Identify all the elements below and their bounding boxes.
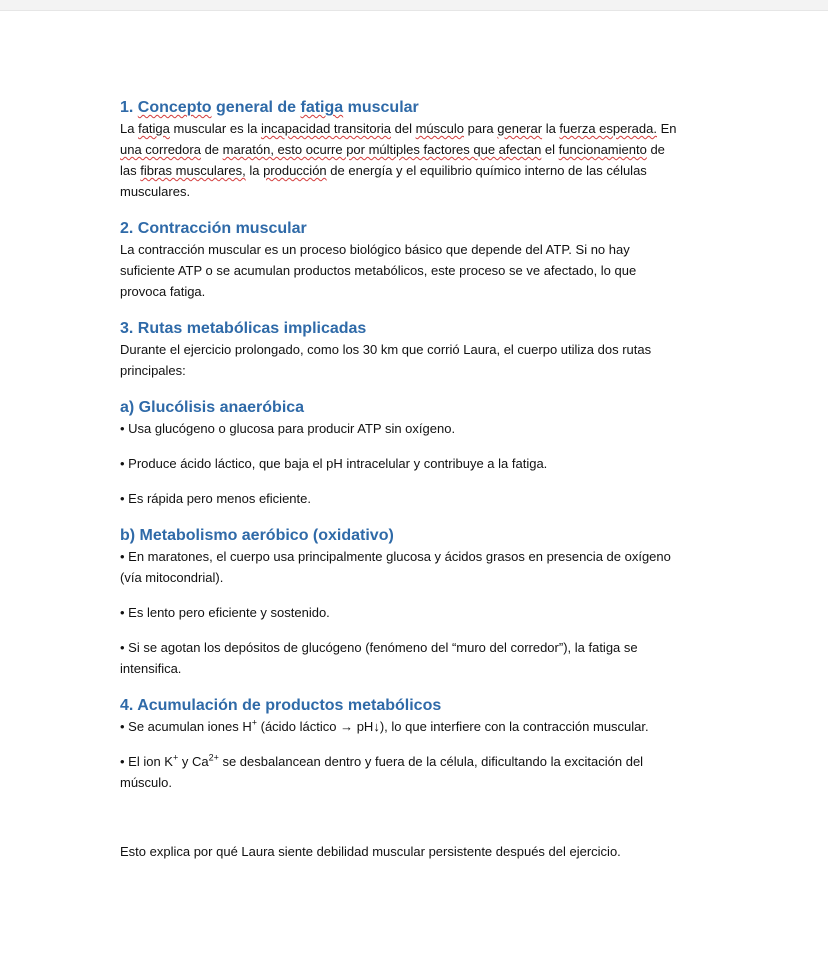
section-2-paragraph: La contracción muscular es un proceso biológico básico que depende del ATP. Si no hay suficiente ATP o se acumulan productos metabólicos, este proceso se ve afectado, lo que provoca fatiga.	[120, 242, 637, 299]
bullet-aerobico-2: • Es lento pero eficiente y sostenido.	[120, 605, 330, 620]
section-1-heading: 1. Concepto general de fatiga muscular	[120, 99, 419, 116]
section-3b-heading: b) Metabolismo aeróbico (oxidativo)	[120, 527, 394, 544]
section-3-heading: 3. Rutas metabólicas implicadas	[120, 320, 367, 337]
bullet-acumulacion-2: • El ion K+ y $Ca^{2+}$ se desbalancean dentro y fuera de la célula, dificultando la excitación del músculo.	[120, 752, 644, 790]
closing-paragraph: Esto explica por qué Laura siente debilidad muscular persistente después del ejercicio.	[120, 844, 621, 859]
section-2-heading: 2. Contracción muscular	[120, 220, 307, 237]
bullet-aerobico-1: • En maratones, el cuerpo usa principalmente glucosa y ácidos grasos en presencia de oxígeno (vía mitocondrial).	[120, 549, 671, 585]
document-page	[120, 98, 720, 862]
section-3-paragraph: Durante el ejercicio prolongado, como los 30 km que corrió Laura, el cuerpo utiliza dos rutas principales:	[120, 342, 652, 378]
bullet-glucolisis-1: • Usa glucógeno o glucosa para producir ATP sin oxígeno.	[120, 421, 456, 436]
bullet-glucolisis-3: • Es rápida pero menos eficiente.	[120, 491, 311, 506]
section-1-paragraph: La fatiga muscular es la incapacidad transitoria del músculo para generar la fuerza esperada. En una corredora de maratón, esto ocurre por múltiples factores que afectan el funcionamiento de las fibras musculares, la producción de energía y el equilibrio químico interno de las células musculares.	[120, 121, 677, 199]
window-top-bar	[0, 0, 828, 11]
bullet-glucolisis-2: • Produce ácido láctico, que baja el pH intracelular y contribuye a la fatiga.	[120, 456, 548, 471]
bullet-aerobico-3: • Si se agotan los depósitos de glucógeno (fenómeno del “muro del corredor”), la fatiga se intensifica.	[120, 640, 638, 676]
section-3a-heading: a) Glucólisis anaeróbica	[120, 399, 305, 416]
bullet-acumulacion-1: • Se acumulan iones H+ (ácido láctico → pH↓), lo que interfiere con la contracción muscular.	[120, 717, 649, 734]
section-4-heading: 4. Acumulación de productos metabólicos	[120, 697, 442, 714]
